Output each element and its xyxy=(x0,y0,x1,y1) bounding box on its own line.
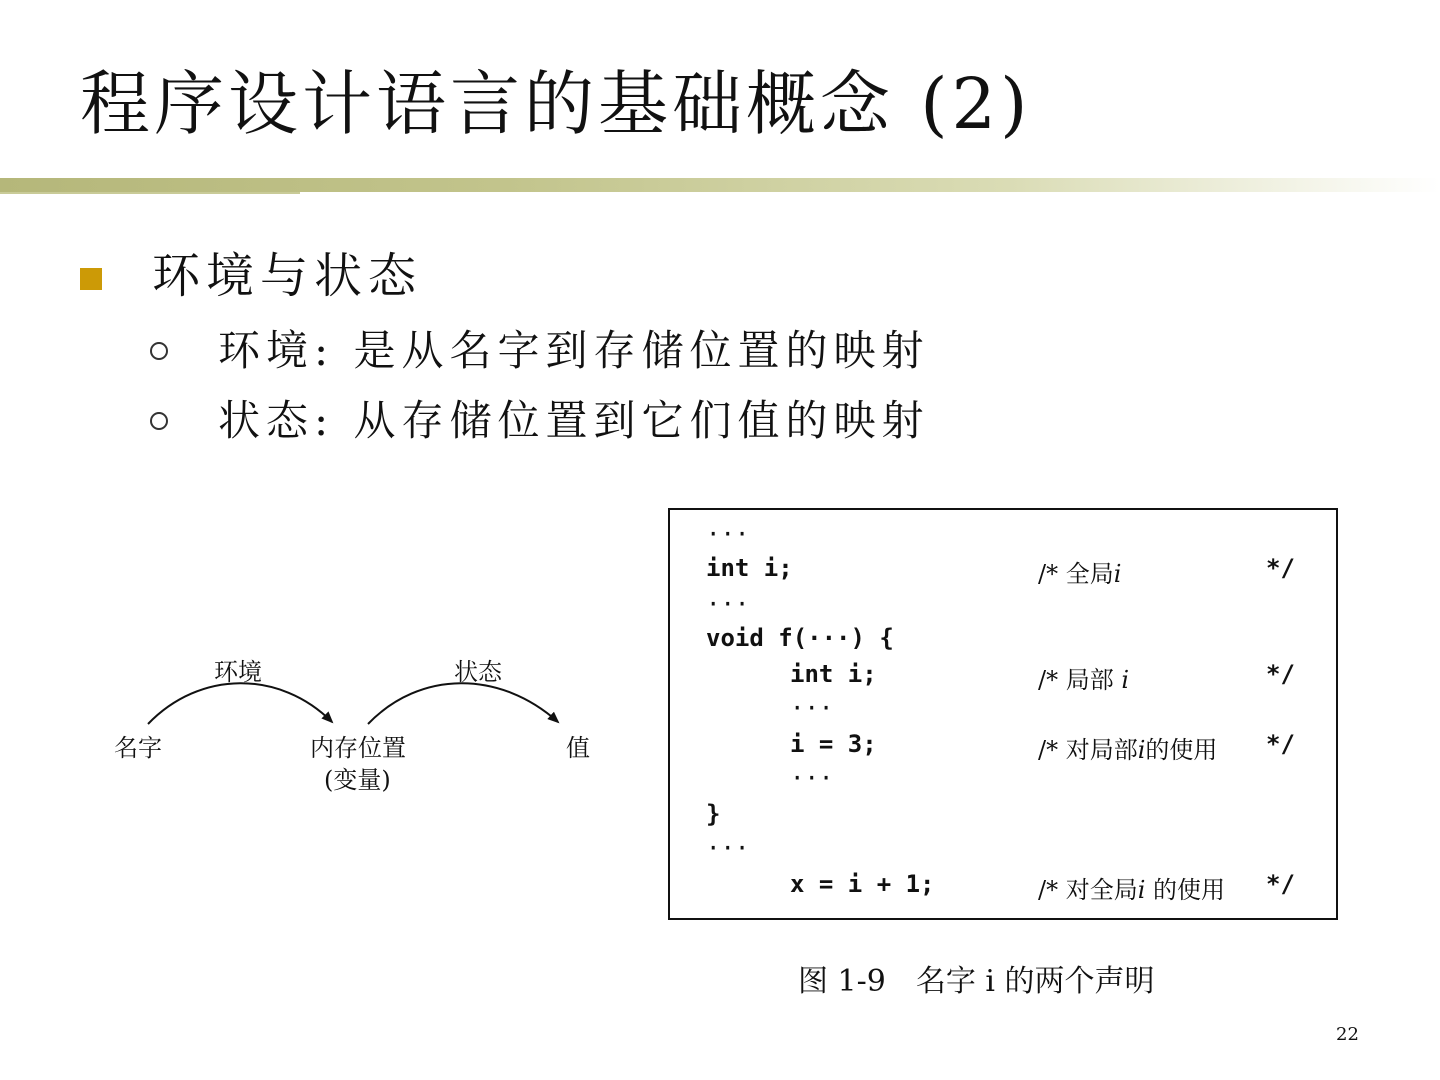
node-name: 名字 xyxy=(114,734,162,762)
code-figure-box xyxy=(668,508,1338,920)
environment-arrow xyxy=(148,683,332,724)
code-line: ··· xyxy=(706,834,750,862)
comment-close: */ xyxy=(1266,870,1295,898)
bullet-sub-state xyxy=(150,396,930,446)
state-arrow xyxy=(368,683,558,724)
page-number: 22 xyxy=(1336,1024,1359,1045)
code-line: } xyxy=(706,800,721,828)
comment-text: /* 局部 xyxy=(1038,666,1122,694)
code-comment-local xyxy=(1038,660,1129,695)
circle-bullet-icon xyxy=(150,412,168,430)
comment-text: 的使用 xyxy=(1145,876,1226,904)
figure-caption: 图 1-9 名字 i 的两个声明 xyxy=(798,964,1155,999)
comment-text: /* 对局部 xyxy=(1038,736,1138,764)
node-memory-location-sub: (变量) xyxy=(324,766,391,794)
circle-bullet-icon xyxy=(150,342,168,360)
code-comment-use-global xyxy=(1038,870,1225,905)
code-line: ··· xyxy=(706,520,750,548)
node-memory-location: 内存位置 xyxy=(310,734,406,762)
code-line: ··· xyxy=(790,764,834,792)
bullet-sub-environment xyxy=(150,326,930,376)
comment-text: 的使用 xyxy=(1145,736,1218,764)
bullet-main-text: 环境与状态 xyxy=(152,248,423,304)
comment-close: */ xyxy=(1266,660,1295,688)
comment-var: i xyxy=(1113,560,1122,588)
bullet-sub-text: 状态: 从存储位置到它们值的映射 xyxy=(218,396,930,445)
comment-text: /* 对全局 xyxy=(1038,876,1138,904)
title-divider xyxy=(0,178,1440,192)
node-value: 值 xyxy=(566,734,590,762)
code-line: ··· xyxy=(790,694,834,722)
code-line: int i; xyxy=(706,554,793,582)
code-line: int i; xyxy=(790,660,877,688)
comment-var: i xyxy=(1137,876,1146,904)
title-divider-accent xyxy=(0,192,300,194)
code-line: i = 3; xyxy=(790,730,877,758)
code-line: void f(···) { xyxy=(706,624,894,652)
comment-var: i xyxy=(1121,666,1130,694)
comment-close: */ xyxy=(1266,730,1295,758)
comment-close: */ xyxy=(1266,554,1295,582)
bullet-main xyxy=(80,248,422,306)
code-line: ··· xyxy=(706,590,750,618)
arc-label-environment: 环境 xyxy=(214,658,262,686)
code-comment-use-local xyxy=(1038,730,1217,765)
bullet-sub-text: 环境: 是从名字到存储位置的映射 xyxy=(218,326,930,375)
arc-label-state: 状态 xyxy=(454,658,502,686)
comment-var: i xyxy=(1137,736,1146,764)
slide-title: 程序设计语言的基础概念 (2) xyxy=(80,63,1032,145)
code-line: x = i + 1; xyxy=(790,870,935,898)
code-comment-global xyxy=(1038,554,1121,589)
comment-text: /* 全局 xyxy=(1038,560,1114,588)
square-bullet-icon xyxy=(80,268,102,290)
